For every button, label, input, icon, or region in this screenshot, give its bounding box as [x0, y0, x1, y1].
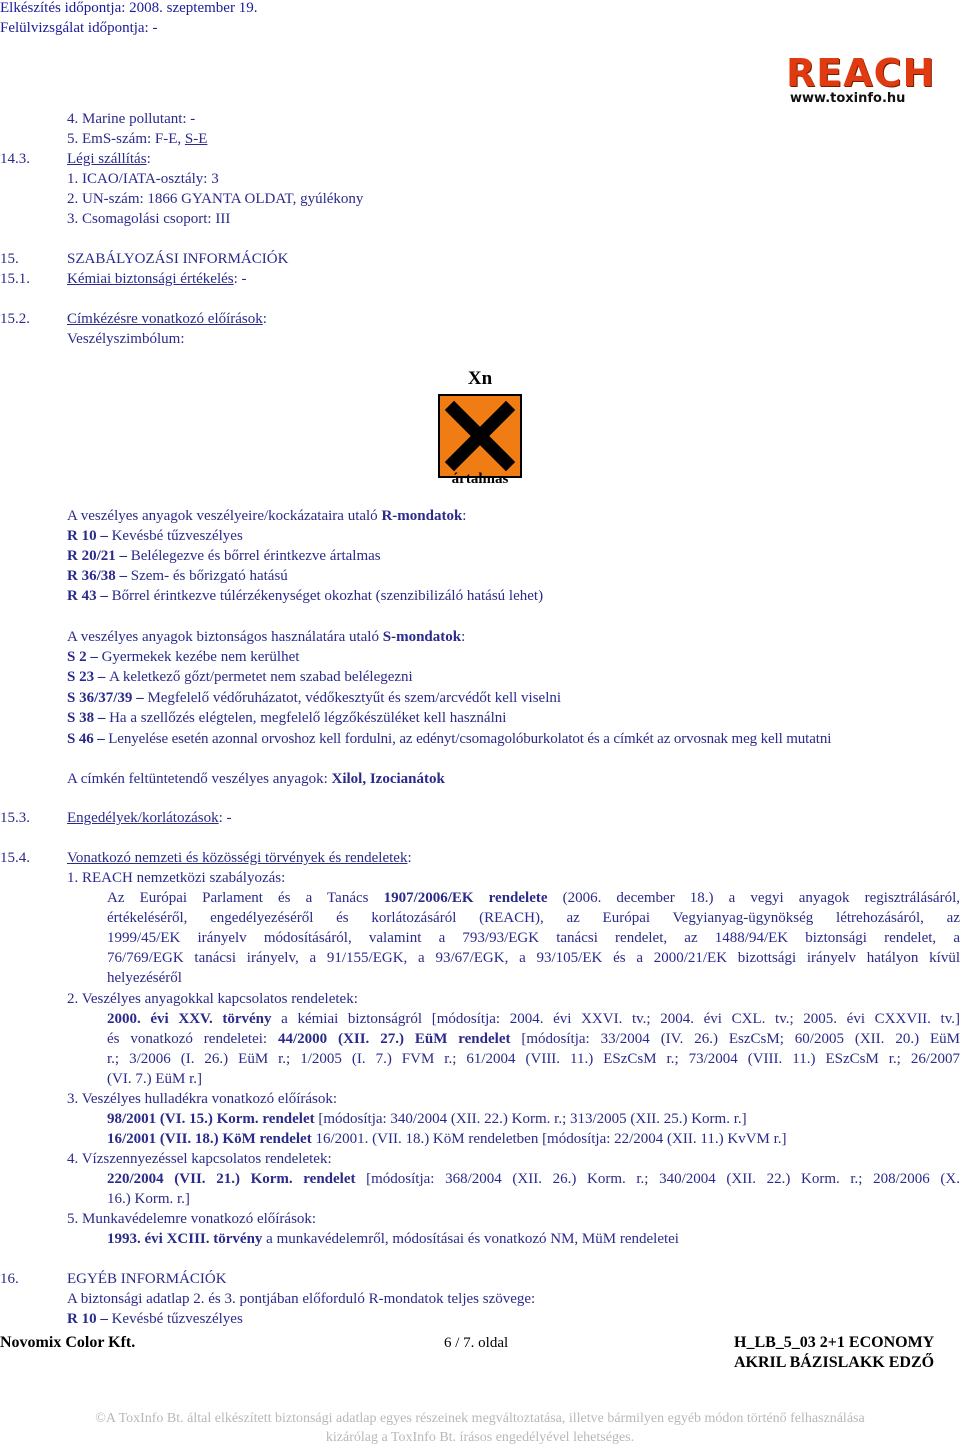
- r-phrase: R 10 – Kevésbé tűzveszélyes: [67, 528, 243, 544]
- marine-pollutant: 4. Marine pollutant: -: [67, 111, 196, 127]
- s-phrase-code: S 36/37/39: [67, 690, 133, 706]
- law-item-1-line: értékeléséről, engedélyezéséről és korlátozásáról (REACH), az Európai Vegyianyag-ügynökség létrehozásáról, az: [107, 910, 960, 926]
- law-item-5-line: [107, 1229, 679, 1249]
- section-15-1-number: 15.1.: [0, 271, 30, 287]
- r-phrase-text: Bőrrel érintkezve túlérzékenységet okozhat (szenzibilizáló hatású lehet): [111, 588, 544, 604]
- colon: :: [462, 508, 467, 524]
- law-item-2-line: r.; 3/2006 (I. 26.) EüM r.; 1/2005 (I. 7.) FVM r.; 61/2004 (VIII. 11.) ESzCsM r.; 73/2004 (VIII. 11.) ESzCsM r.; 26/2007: [107, 1051, 960, 1067]
- s-intro-bold: S-mondatok: [382, 629, 462, 645]
- air-transport-heading: Légi szállítás: [67, 151, 147, 167]
- ems-label: 5. EmS-szám: F-E,: [67, 131, 185, 147]
- s-phrase-text: Ha a szellőzés elégtelen, megfelelő légzőkészüléket kell használni: [109, 710, 507, 726]
- text: és vonatkozó rendeletei:: [107, 1031, 278, 1047]
- law-item-4: 4. Vízszennyezéssel kapcsolatos rendeletek:: [67, 1151, 332, 1167]
- created-date: Elkészítés időpontja: 2008. szeptember 19.: [0, 0, 258, 16]
- section-15-1-title: [67, 269, 247, 289]
- section-15-3-title: [67, 808, 232, 828]
- s-phrase: S 2 – Gyermekek kezébe nem kerülhet: [67, 649, 300, 665]
- s-phrase-text: Megfelelő védőruházatot, védőkesztyűt és szem/arcvédőt kell viselni: [147, 690, 562, 706]
- law-item-1-line: 1999/45/EK irányelv módosításáról, valamint a 793/93/EGK tanácsi rendelet, az 1488/94/EK biztonsági rendelet, a: [107, 930, 960, 946]
- ems-link[interactable]: S-E: [184, 131, 208, 147]
- footer-company: Novomix Color Kft.: [0, 1334, 136, 1351]
- label-substances-value: Xilol, Izocianátok: [331, 771, 445, 787]
- s-phrase-code: S 23: [67, 669, 95, 685]
- law-item-1-line: 76/769/EGK tanácsi irányelv, a 91/155/EGK, a 93/67/EGK, a 93/105/EK és a 2000/21/EK bizottsági irányelv hatályon kívül: [107, 950, 960, 966]
- regulation-ref: 98/2001 (VI. 15.) Korm. rendelet: [107, 1111, 315, 1127]
- hazard-code: Xn: [467, 368, 493, 389]
- permits-value: : -: [218, 810, 232, 826]
- s-phrase-code: S 2: [67, 649, 87, 665]
- text: (2006. december 18.) a vegyi anyagok regisztrálásáról,: [547, 890, 960, 906]
- law-item-5: 5. Munkavédelemre vonatkozó előírások:: [67, 1211, 317, 1227]
- section-14-3-title: [67, 149, 151, 169]
- s-phrase-text: Lenyelése esetén azonnal orvoshoz kell fordulni, az edényt/csomagolóburkolatot és a címkét az orvosnak meg kell mutatni: [108, 731, 832, 747]
- regulation-ref: 1993. évi XCIII. törvény: [107, 1231, 263, 1247]
- section-14-3-number: 14.3.: [0, 151, 30, 167]
- footer-product-code: H_LB_5_03 2+1 ECONOMY: [734, 1334, 935, 1351]
- chemical-safety-heading: Kémiai biztonsági értékelés: [67, 271, 234, 287]
- regulation-ref: 1907/2006/EK rendelete: [383, 890, 548, 906]
- law-item-2-line: [107, 1029, 960, 1049]
- text: [módosítja: 368/2004 (XII. 26.) Korm. r.; 340/2004 (XII. 22.) Korm. r.; 208/2006 (X.: [355, 1171, 960, 1187]
- reach-logo-url: www.toxinfo.hu: [790, 91, 906, 106]
- r-phrase-code: R 10: [67, 1311, 97, 1327]
- s-phrase: S 23 – A keletkező gőzt/permetet nem szabad belélegezni: [67, 669, 413, 685]
- text: 16/2001. (VII. 18.) KöM rendeletben [módosítja: 22/2004 (XII. 11.) KvVM r.]: [311, 1131, 787, 1147]
- s-phrase-code: S 38: [67, 710, 95, 726]
- text: [módosítja: 33/2004 (IV. 26.) EszCsM; 60/2005 (XII. 20.) EüM: [510, 1031, 960, 1047]
- law-item-2: 2. Veszélyes anyagokkal kapcsolatos rendeletek:: [67, 991, 358, 1007]
- r-phrase-code: R 36/38: [67, 568, 116, 584]
- regulation-ref: 220/2004 (VII. 21.) Korm. rendelet: [107, 1171, 356, 1187]
- hazard-name: ártalmas: [451, 471, 509, 487]
- s-phrase: S 46 – Lenyelése esetén azonnal orvoshoz kell fordulni, az edényt/csomagolóburkolatot és a címkét az orvosnak meg kell mutatni: [67, 731, 832, 747]
- page-number: 6 / 7. oldal: [444, 1335, 509, 1351]
- footer-product-name: AKRIL BÁZISLAKK EDZŐ: [734, 1354, 935, 1371]
- s-intro-text: A veszélyes anyagok biztonságos használatára utaló: [67, 629, 383, 645]
- colon: :: [262, 311, 267, 327]
- reach-logo: [786, 51, 960, 108]
- r-phrase-text: Szem- és bőrizgató hatású: [130, 568, 288, 584]
- harmful-cross-icon: [438, 394, 522, 478]
- copyright-line: kizárólag a ToxInfo Bt. írásos engedélyével lehetséges.: [325, 1430, 635, 1445]
- r-intro-text: A veszélyes anyagok veszélyeire/kockázataira utaló: [67, 508, 382, 524]
- r-intro-bold: R-mondatok: [381, 508, 463, 524]
- law-item-2-line: (VI. 7.) EüM r.]: [107, 1071, 202, 1087]
- section-16-text: A biztonsági adatlap 2. és 3. pontjában előforduló R-mondatok teljes szövege:: [67, 1291, 536, 1307]
- law-item-3-line: [107, 1109, 747, 1129]
- r-phrase-code: R 10: [67, 528, 97, 544]
- un-number: 2. UN-szám: 1866 GYANTA OLDAT, gyúlékony: [67, 191, 364, 207]
- s-phrase-text: A keletkező gőzt/permetet nem szabad belélegezni: [109, 669, 413, 685]
- section-15-number: 15.: [0, 251, 19, 267]
- s-phrase-code: S 46: [67, 731, 94, 747]
- section-15-title: SZABÁLYOZÁSI INFORMÁCIÓK: [67, 251, 289, 267]
- permits-heading: Engedélyek/korlátozások: [67, 810, 219, 826]
- r-phrases-intro: [67, 506, 466, 526]
- copyright-line: ©A ToxInfo Bt. által elkészített biztonsági adatlap egyes részeinek megváltoztatása, illetve bármilyen egyéb módon történő felhasználása: [95, 1411, 865, 1426]
- r-phrase-text: Belélegezve és bőrrel érintkezve ártalmas: [130, 548, 381, 564]
- r-phrase-code: R 20/21: [67, 548, 116, 564]
- label-substances: [67, 769, 445, 789]
- r-phrase: R 36/38 – Szem- és bőrizgató hatású: [67, 568, 288, 584]
- law-item-2-text: [107, 1009, 960, 1029]
- text: a kémiai biztonságról [módosítja: 2004. évi XXVI. tv.; 2004. évi CXL. tv.; 2005. évi CXXVII. tv.]: [271, 1011, 960, 1027]
- section-16-title: EGYÉB INFORMÁCIÓK: [67, 1271, 227, 1287]
- hazard-symbol: [438, 364, 522, 488]
- section-15-3-number: 15.3.: [0, 810, 30, 826]
- r-phrase-code: R 43: [67, 588, 97, 604]
- text: [módosítja: 340/2004 (XII. 22.) Korm. r.; 313/2005 (XII. 25.) Korm. r.]: [314, 1111, 747, 1127]
- s-phrase: S 38 – Ha a szellőzés elégtelen, megfelelő légzőkészüléket kell használni: [67, 710, 507, 726]
- s-phrase-text: Gyermekek kezébe nem kerülhet: [101, 649, 300, 665]
- regulation-ref: 2000. évi XXV. törvény: [107, 1011, 272, 1027]
- s-phrase: S 36/37/39 – Megfelelő védőruházatot, védőkesztyűt és szem/arcvédőt kell viselni: [67, 690, 562, 706]
- r-phrase-text: Kevésbé tűzveszélyes: [111, 528, 243, 544]
- section-15-4-number: 15.4.: [0, 850, 30, 866]
- revised-date: Felülvizsgálat időpontja: -: [0, 20, 158, 36]
- section-15-4-title: [67, 848, 412, 868]
- r-phrase: R 20/21 – Belélegezve és bőrrel érintkezve ártalmas: [67, 548, 381, 564]
- reach-logo-text: REACH: [786, 51, 936, 95]
- section-15-2-number: 15.2.: [0, 311, 30, 327]
- law-item-1-line: helyezéséről: [107, 970, 182, 986]
- law-item-3: 3. Veszélyes hulladékra vonatkozó előírások:: [67, 1091, 338, 1107]
- ems-number: [67, 129, 207, 149]
- text: Az Európai Parlament és a Tanács: [107, 890, 384, 906]
- law-item-3-line: [107, 1129, 786, 1149]
- law-item-1: 1. REACH nemzetközi szabályozás:: [67, 870, 286, 886]
- chemical-safety-value: : -: [233, 271, 247, 287]
- r-phrase: R 43 – Bőrrel érintkezve túlérzékenységet okozhat (szenzibilizáló hatású lehet): [67, 588, 544, 604]
- icao-class: 1. ICAO/IATA-osztály: 3: [67, 171, 219, 187]
- hazard-symbol-label: Veszélyszimbólum:: [67, 331, 185, 347]
- section-15-2-title: [67, 309, 267, 329]
- colon: :: [461, 629, 466, 645]
- laws-heading: Vonatkozó nemzeti és közösségi törvények és rendeletek: [67, 850, 408, 866]
- law-item-1-text: [107, 888, 960, 908]
- regulation-ref: 44/2000 (XII. 27.) EüM rendelet: [277, 1031, 511, 1047]
- packing-group: 3. Csomagolási csoport: III: [67, 211, 231, 227]
- s-phrases-intro: [67, 627, 465, 647]
- label-substances-label: A címkén feltüntetendő veszélyes anyagok:: [67, 771, 332, 787]
- law-item-4-line: 16.) Korm. r.]: [107, 1191, 190, 1207]
- colon: :: [407, 850, 412, 866]
- section-16-number: 16.: [0, 1271, 19, 1287]
- labelling-heading: Címkézésre vonatkozó előírások: [67, 311, 263, 327]
- regulation-ref: 16/2001 (VII. 18.) KöM rendelet: [107, 1131, 312, 1147]
- r-phrase-text: Kevésbé tűzveszélyes: [111, 1311, 243, 1327]
- text: a munkavédelemről, módosításai és vonatkozó NM, MüM rendeletei: [262, 1231, 679, 1247]
- colon: :: [146, 151, 151, 167]
- r-phrase: R 10 – Kevésbé tűzveszélyes: [67, 1311, 243, 1327]
- law-item-4-line: [107, 1169, 960, 1189]
